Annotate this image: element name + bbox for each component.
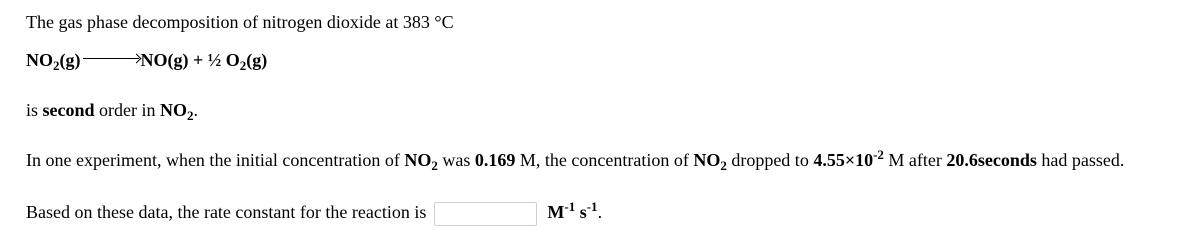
- experiment-part5: M after: [883, 150, 947, 170]
- experiment-species-1: $NO_2$: [404, 150, 438, 173]
- product-state: (g): [246, 50, 268, 70]
- question-end: .: [597, 202, 603, 222]
- question-text: Based on these data, the rate constant for the reaction is: [26, 202, 427, 222]
- order-prefix: is: [26, 100, 43, 120]
- order-suffix: .: [193, 100, 199, 120]
- experiment-part3: M, the concentration of: [515, 150, 694, 170]
- final-concentration: $4.55\times 10^{-2}$: [813, 147, 884, 170]
- reactant-subscript: 2: [53, 58, 60, 73]
- experiment-part4: dropped to: [726, 150, 814, 170]
- experiment-part2: was: [437, 150, 475, 170]
- order-statement: [26, 99, 198, 121]
- rate-constant-input[interactable]: [434, 202, 537, 226]
- product-formula: NO(g) + ½ O: [140, 50, 240, 70]
- experiment-species-2: $NO_2$: [693, 150, 727, 173]
- initial-concentration: 0.169: [474, 150, 516, 170]
- experiment-statement: [26, 149, 1124, 171]
- question-line: [26, 201, 602, 226]
- intro-sentence: The gas phase decomposition of nitrogen dioxide at 383 °C: [26, 12, 454, 32]
- reaction-equation: [26, 49, 267, 71]
- intro-text: [26, 11, 454, 33]
- order-word: second: [42, 100, 95, 120]
- reactant-state: (g): [59, 50, 81, 70]
- experiment-part6: had passed.: [1036, 150, 1125, 170]
- product-subscript: 2: [239, 58, 247, 73]
- elapsed-time: 20.6seconds: [946, 150, 1037, 170]
- order-middle: order in: [94, 100, 161, 120]
- reaction-arrow-icon: [83, 54, 141, 64]
- order-species: $NO_2$: [160, 100, 194, 123]
- reactant-formula: NO: [26, 50, 53, 70]
- experiment-part1: In one experiment, when the initial concentration of: [26, 150, 405, 170]
- rate-constant-units: $M^{-1}$ $s^{-1}$: [547, 199, 598, 222]
